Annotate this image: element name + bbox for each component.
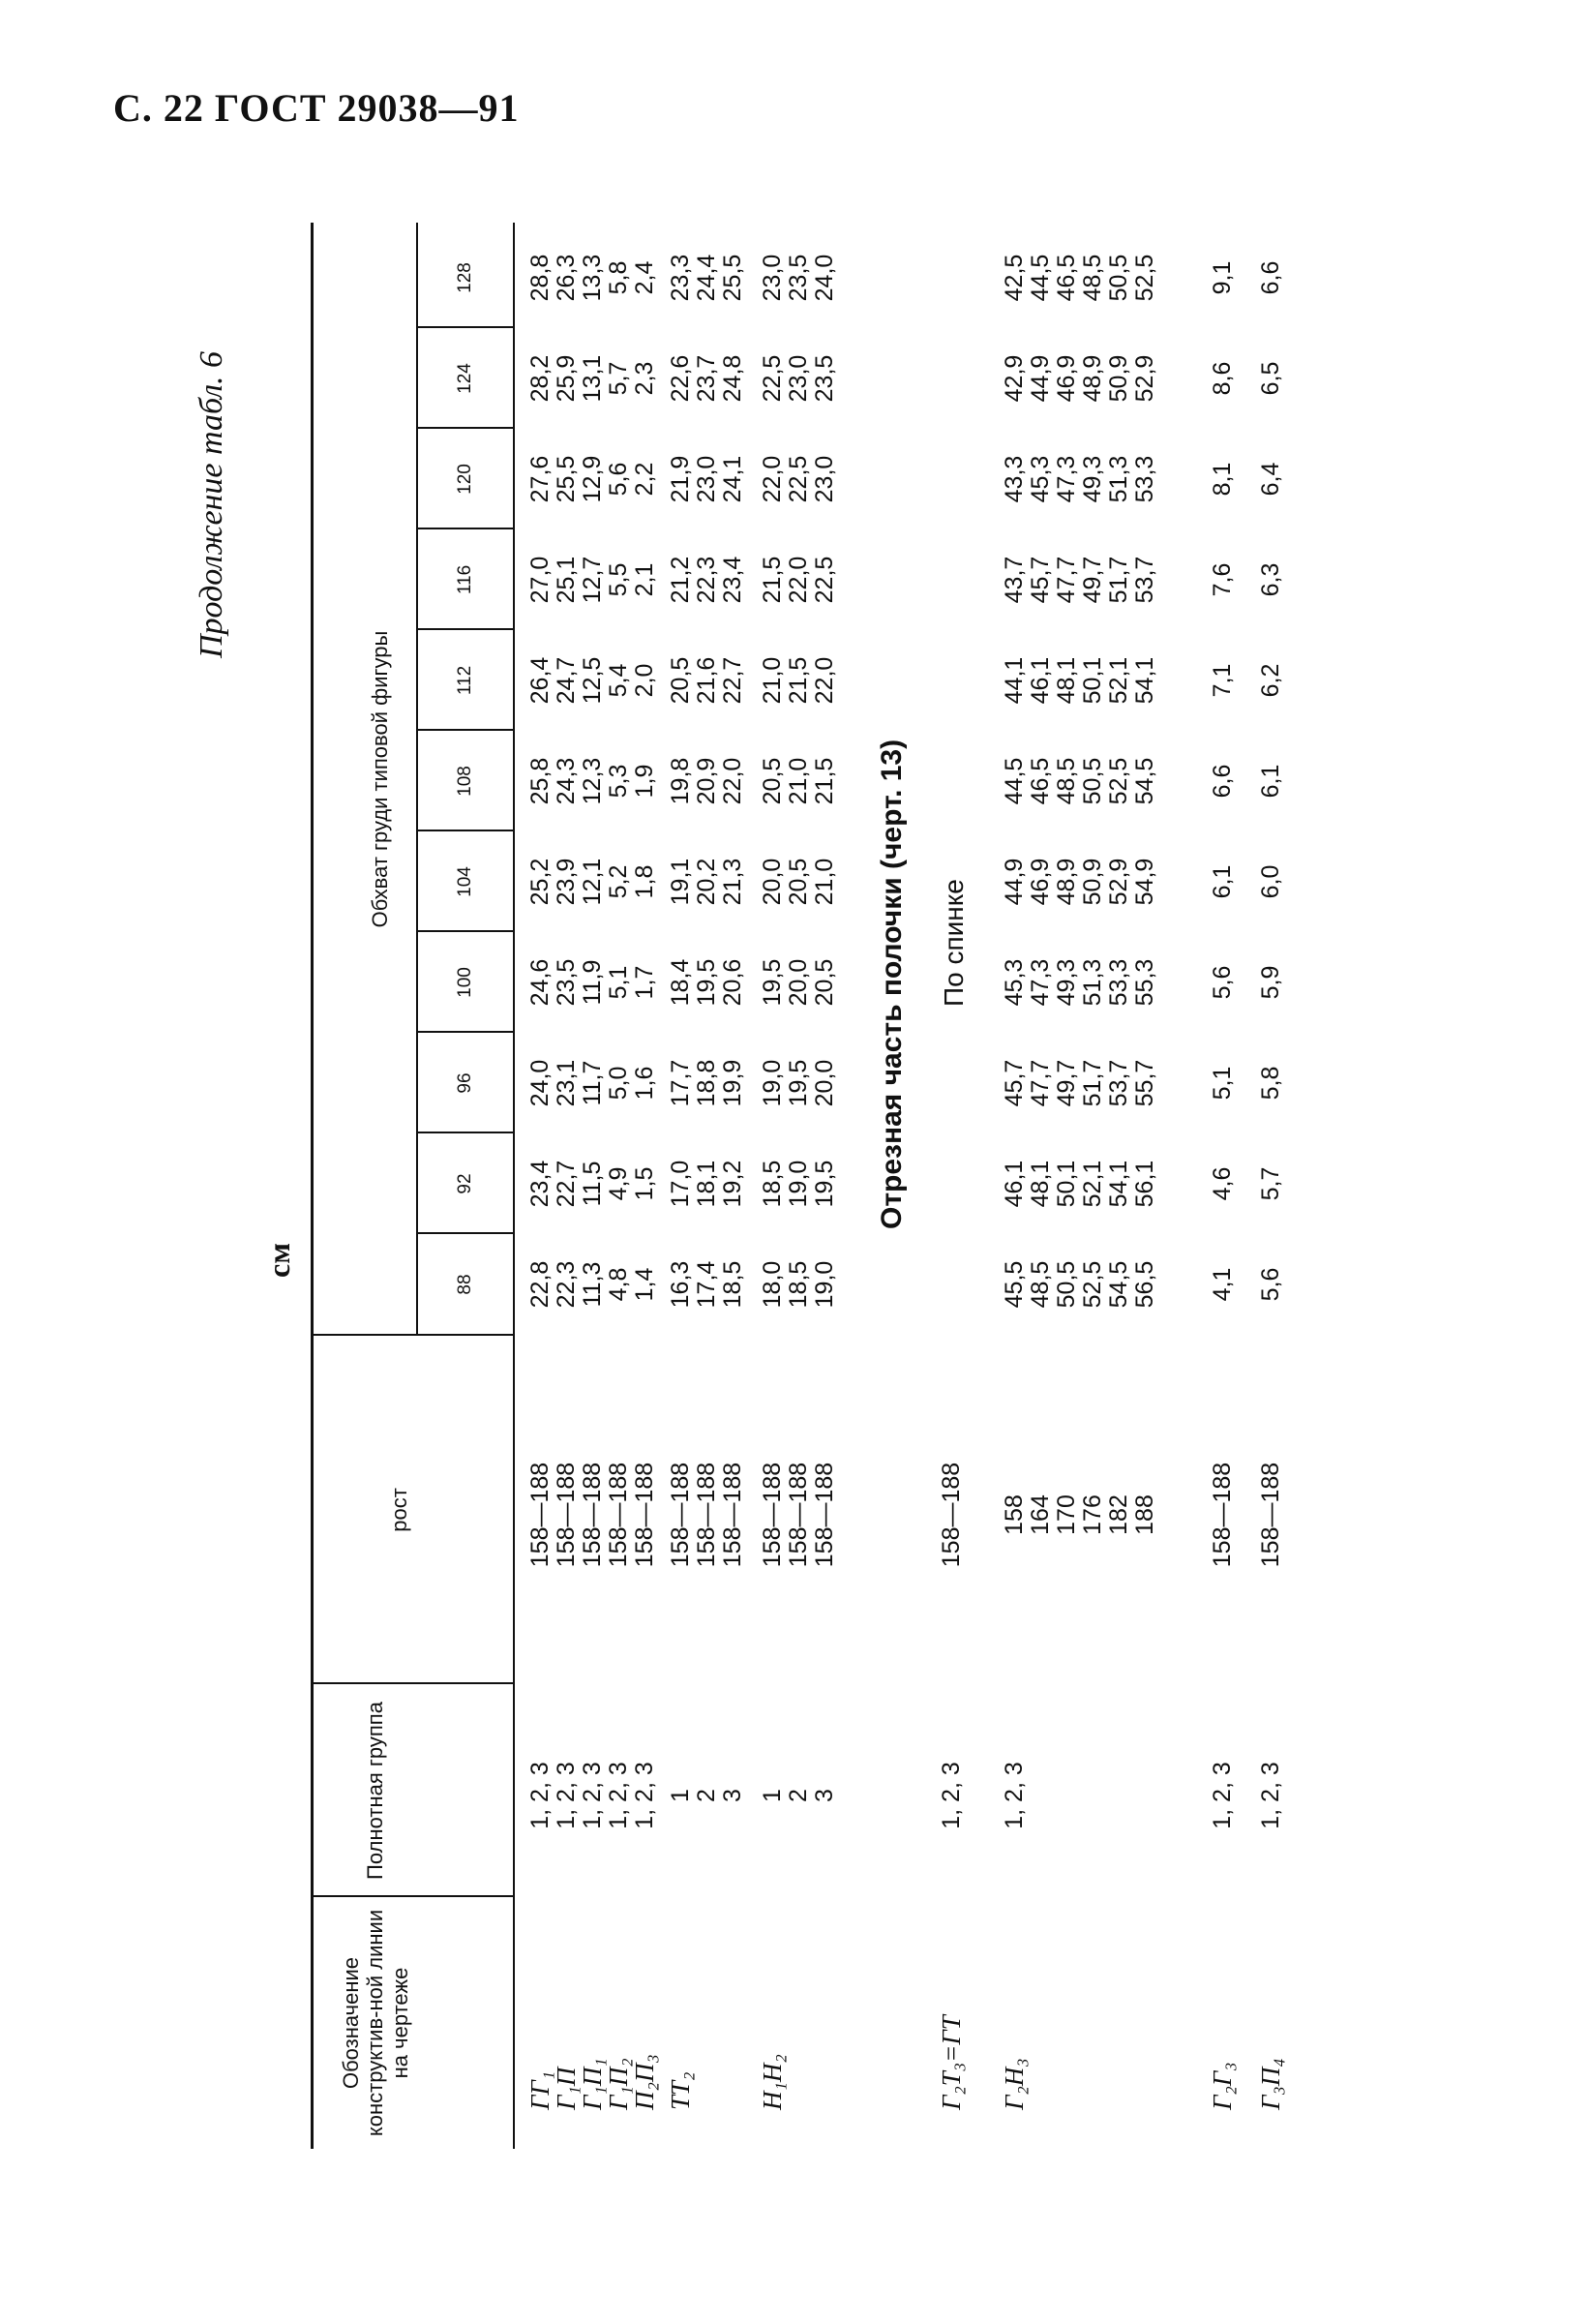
value-cell-88: 45,5 48,5 50,5 52,5 54,5 56,5 (1001, 1260, 1158, 1309)
value-cell-100: 5,6 (1209, 965, 1236, 1000)
value-cell-112: 20,5 21,6 22,7 (667, 656, 746, 705)
value-cell-108: 44,5 46,5 48,5 50,5 52,5 54,5 (1001, 757, 1158, 805)
subsection-title: По спинке (939, 879, 969, 1007)
header-bottom-rule (513, 223, 515, 2149)
size-col-sep (418, 930, 513, 932)
value-cell-128: 23,0 23,5 24,0 (759, 254, 838, 302)
value-cell-100: 45,3 47,3 49,3 51,3 53,3 55,3 (1001, 958, 1158, 1007)
size-column-116: 116 (455, 564, 475, 595)
value-cell-116: 43,7 45,7 47,7 49,7 51,7 53,7 (1001, 556, 1158, 604)
value-cell-116: 21,5 22,0 22,5 (759, 556, 838, 604)
group-cell: 1, 2, 3 (1001, 1762, 1028, 1829)
value-cell-88: 5,6 (1257, 1267, 1284, 1302)
designation-cell: Н₁Н₂ (758, 2054, 787, 2110)
size-column-92: 92 (455, 1173, 475, 1194)
value-cell-104: 19,1 20,2 21,3 (667, 858, 746, 906)
value-cell-124: 28,2 25,9 13,1 5,7 2,3 (526, 354, 658, 403)
rotated-table (194, 213, 1393, 2149)
value-cell-116: 6,3 (1257, 562, 1284, 597)
size-col-sep (418, 427, 513, 429)
value-cell-120: 27,6 25,5 12,9 5,6 2,2 (526, 455, 658, 503)
value-cell-96: 24,0 23,1 11,7 5,0 1,6 (526, 1059, 658, 1107)
value-cell-92: 18,5 19,0 19,5 (759, 1160, 838, 1208)
header-group: Полнотная группа (363, 1702, 387, 1880)
value-cell-100: 24,6 23,5 11,9 5,1 1,7 (526, 958, 658, 1007)
value-cell-96: 45,7 47,7 49,7 51,7 53,7 55,7 (1001, 1059, 1158, 1107)
value-cell-120: 22,0 22,5 23,0 (759, 455, 838, 503)
value-cell-104: 44,9 46,9 48,9 50,9 52,9 54,9 (1001, 858, 1158, 906)
col-sep-2 (311, 1682, 514, 1684)
size-column-120: 120 (455, 464, 475, 495)
value-cell-112: 6,2 (1257, 663, 1284, 698)
rost-cell: 158 164 170 176 182 188 (1001, 1494, 1158, 1535)
value-cell-116: 21,2 22,3 23,4 (667, 556, 746, 604)
value-cell-108: 19,8 20,9 22,0 (667, 757, 746, 805)
top-rule (311, 223, 314, 2149)
size-col-sep (418, 1031, 513, 1033)
value-cell-100: 19,5 20,0 20,5 (759, 958, 838, 1007)
value-cell-124: 22,6 23,7 24,8 (667, 354, 746, 403)
value-cell-116: 27,0 25,1 12,7 5,5 2,1 (526, 556, 658, 604)
value-cell-124: 22,5 23,0 23,5 (759, 354, 838, 403)
rost-cell: 158—188 (938, 1462, 965, 1568)
value-cell-108: 6,6 (1209, 764, 1236, 799)
size-col-sep (418, 1232, 513, 1234)
size-col-sep (418, 628, 513, 630)
size-column-104: 104 (455, 866, 475, 897)
value-cell-100: 5,9 (1257, 965, 1284, 1000)
value-cell-108: 6,1 (1257, 764, 1284, 799)
header-designation: Обозначение конструктив-ной линии на чертеже (339, 1909, 412, 2137)
value-cell-112: 21,0 21,5 22,0 (759, 656, 838, 705)
size-column-124: 124 (455, 363, 475, 394)
value-cell-120: 43,3 45,3 47,3 49,3 51,3 53,3 (1001, 455, 1158, 503)
value-cell-120: 21,9 23,0 24,1 (667, 455, 746, 503)
value-cell-96: 5,1 (1209, 1066, 1236, 1101)
value-cell-128: 9,1 (1209, 260, 1236, 295)
rost-cell: 158—188 158—188 158—188 158—188 158—188 (526, 1462, 658, 1568)
designation-cell: ТТ₂ (666, 2071, 695, 2110)
page-header: С. 22 ГОСТ 29038—91 (113, 86, 520, 130)
value-cell-100: 18,4 19,5 20,6 (667, 958, 746, 1007)
value-cell-92: 4,6 (1209, 1166, 1236, 1201)
value-cell-104: 20,0 20,5 21,0 (759, 858, 838, 906)
value-cell-120: 6,4 (1257, 462, 1284, 497)
designation-cell: Г₂Т₃=ГТ (937, 2015, 966, 2110)
size-col-sep (418, 830, 513, 831)
designation-cell: Г₃П₄ (1256, 2058, 1285, 2110)
value-cell-88: 18,0 18,5 19,0 (759, 1260, 838, 1309)
rost-cell: 158—188 (1257, 1462, 1284, 1568)
value-cell-128: 42,5 44,5 46,5 48,5 50,5 52,5 (1001, 254, 1158, 302)
value-cell-124: 8,6 (1209, 361, 1236, 396)
value-cell-104: 25,2 23,9 12,1 5,2 1,8 (526, 858, 658, 906)
chest-sub-rule (416, 223, 418, 1336)
col-sep-1 (311, 1895, 514, 1897)
value-cell-92: 5,7 (1257, 1166, 1284, 1201)
size-column-112: 112 (455, 665, 475, 696)
value-cell-92: 46,1 48,1 50,1 52,1 54,1 56,1 (1001, 1160, 1158, 1208)
header-rost: рост (387, 1488, 411, 1532)
value-cell-104: 6,0 (1257, 864, 1284, 899)
size-column-128: 128 (455, 262, 475, 293)
group-cell: 1, 2, 3 1, 2, 3 1, 2, 3 1, 2, 3 1, 2, 3 (526, 1762, 658, 1829)
value-cell-128: 28,8 26,3 13,3 5,8 2,4 (526, 254, 658, 302)
value-cell-108: 20,5 21,0 21,5 (759, 757, 838, 805)
designation-cell: Г₂Н₃ (1000, 2058, 1029, 2110)
col-sep-3 (311, 1334, 514, 1336)
size-column-88: 88 (455, 1274, 475, 1295)
group-cell: 1, 2, 3 (1257, 1762, 1284, 1829)
value-cell-116: 7,6 (1209, 562, 1236, 597)
rost-cell: 158—188 (1209, 1462, 1236, 1568)
header-chest: Обхват груди типовой фигуры (368, 630, 392, 928)
value-cell-88: 16,3 17,4 18,5 (667, 1260, 746, 1309)
unit-label: см (261, 1243, 296, 1278)
size-column-96: 96 (455, 1072, 475, 1094)
value-cell-128: 23,3 24,4 25,5 (667, 254, 746, 302)
value-cell-120: 8,1 (1209, 462, 1236, 497)
value-cell-112: 44,1 46,1 48,1 50,1 52,1 54,1 (1001, 656, 1158, 705)
group-cell: 1, 2, 3 (1209, 1762, 1236, 1829)
designation-cell: ГГ₁ Г₁П Г₁П₁ Г₁П₂ П₂П₃ (525, 2054, 659, 2110)
size-col-sep (418, 528, 513, 529)
rost-cell: 158—188 158—188 158—188 (667, 1462, 746, 1568)
size-column-108: 108 (455, 766, 475, 797)
size-col-sep (418, 1132, 513, 1133)
value-cell-88: 22,8 22,3 11,3 4,8 1,4 (526, 1260, 658, 1309)
value-cell-92: 17,0 18,1 19,2 (667, 1160, 746, 1208)
size-column-100: 100 (455, 967, 475, 998)
rost-cell: 158—188 158—188 158—188 (759, 1462, 838, 1568)
group-cell: 1 2 3 (667, 1789, 746, 1802)
value-cell-112: 26,4 24,7 12,5 5,4 2,0 (526, 656, 658, 705)
value-cell-96: 5,8 (1257, 1066, 1284, 1101)
value-cell-124: 6,5 (1257, 361, 1284, 396)
group-cell: 1 2 3 (759, 1789, 838, 1802)
value-cell-88: 4,1 (1209, 1267, 1236, 1302)
value-cell-108: 25,8 24,3 12,3 5,3 1,9 (526, 757, 658, 805)
value-cell-96: 17,7 18,8 19,9 (667, 1059, 746, 1107)
value-cell-104: 6,1 (1209, 864, 1236, 899)
size-col-sep (418, 729, 513, 731)
value-cell-112: 7,1 (1209, 663, 1236, 698)
value-cell-92: 23,4 22,7 11,5 4,9 1,5 (526, 1160, 658, 1208)
value-cell-128: 6,6 (1257, 260, 1284, 295)
value-cell-96: 19,0 19,5 20,0 (759, 1059, 838, 1107)
section-title: Отрезная часть полочки (черт. 13) (876, 739, 908, 1229)
size-col-sep (418, 326, 513, 328)
table-caption: Продолжение табл. 6 (194, 350, 229, 658)
value-cell-124: 42,9 44,9 46,9 48,9 50,9 52,9 (1001, 354, 1158, 403)
group-cell: 1, 2, 3 (938, 1762, 965, 1829)
designation-cell: Г₂Г₃ (1208, 2062, 1237, 2110)
